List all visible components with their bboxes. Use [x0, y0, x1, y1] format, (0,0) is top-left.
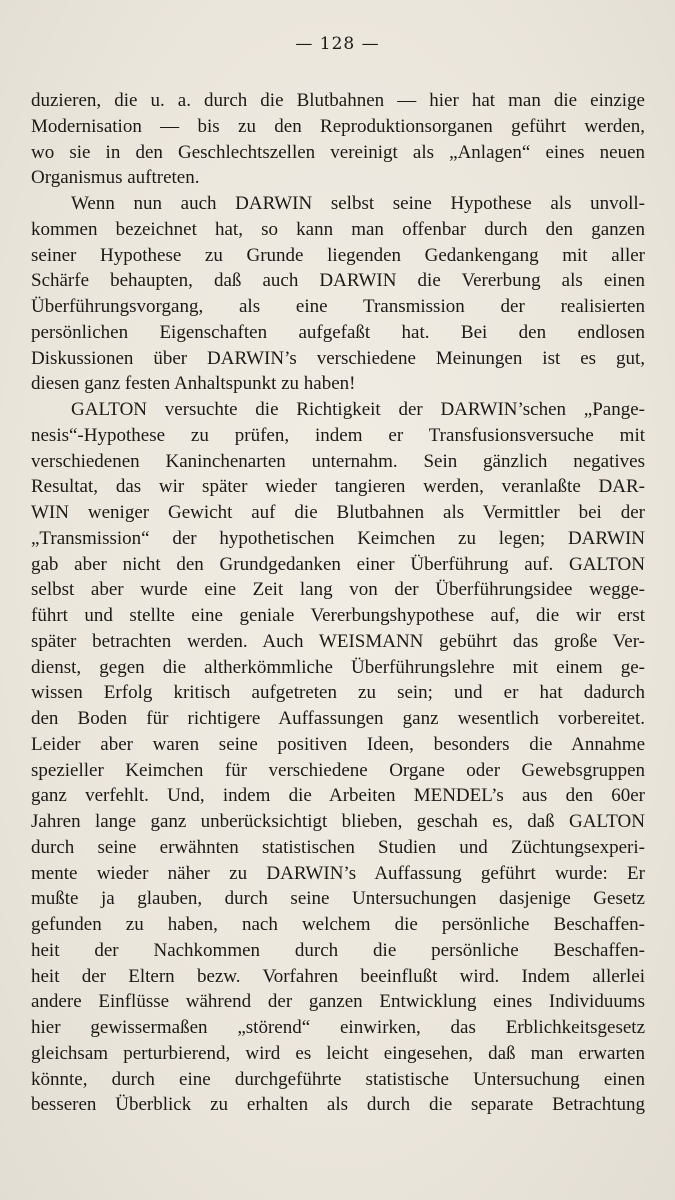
text-line: „Transmission“ der hypothetischen Keimchen zu legen; DARWIN [31, 527, 645, 549]
text-line: ganz verfehlt. Und, indem die Arbeiten MENDEL’s aus den 60er [31, 785, 645, 807]
text-line: duzieren, die u. a. durch die Blutbahnen — hier hat man die einzige [31, 90, 645, 111]
text-line: Jahren lange ganz unberücksichtigt blieben, geschah es, daß GALTON [31, 811, 645, 832]
text-line: durch seine erwähnten statistischen Studien und Züchtungsexperi- [31, 836, 645, 858]
text-line: seiner Hypothese zu Grunde liegenden Gedankengang mit aller [31, 244, 645, 266]
text-line: wo sie in den Geschlechtszellen vereinigt als „Anlagen“ eines neuen [31, 141, 645, 163]
body-text [31, 88, 645, 1118]
text-line: GALTON versuchte die Richtigkeit der DARWIN’schen „Pange- [71, 399, 645, 420]
text-line: kommen bezeichnet hat, so kann man offenbar durch den ganzen [31, 218, 645, 240]
text-line: wissen Erfolg kritisch aufgetreten zu sein; und er hat dadurch [31, 682, 645, 704]
text-line: diesen ganz festen Anhaltspunkt zu haben! [31, 373, 356, 395]
text-line: Überführungsvorgang, als eine Transmission der realisierten [31, 296, 645, 317]
page-number: — 128 — [295, 34, 380, 54]
text-line: gefunden zu haben, nach welchem die persönliche Beschaffen- [31, 914, 645, 935]
text-line: persönlichen Eigenschaften aufgefaßt hat. Bei den endlosen [31, 321, 645, 343]
text-line: Organismus auftreten. [31, 167, 200, 189]
text-line: selbst aber wurde eine Zeit lang von der Überführungsidee wegge- [31, 579, 645, 601]
text-line: Schärfe behaupten, daß auch DARWIN die Vererbung als einen [31, 270, 645, 292]
text-line: führt und stellte eine geniale Vererbungshypothese auf, die wir erst [31, 605, 645, 626]
text-line: Diskussionen über DARWIN’s verschiedene Meinungen ist es gut, [31, 347, 645, 369]
text-line: dienst, gegen die altherkömmliche Überführungslehre mit einem ge- [31, 656, 645, 678]
text-line: Modernisation — bis zu den Reproduktionsorganen geführt werden, [31, 115, 645, 137]
text-line: nesis“-Hypothese zu prüfen, indem er Transfusionsversuche mit [31, 424, 645, 446]
text-line: Resultat, das wir später wieder tangieren werden, veranlaßte DAR- [31, 476, 645, 498]
text-line: andere Einflüsse während der ganzen Entwicklung eines Individuums [31, 991, 645, 1013]
text-line: könnte, durch eine durchgeführte statistische Untersuchung einen [31, 1068, 645, 1090]
text-line: mente wieder näher zu DARWIN’s Auffassung geführt wurde: Er [31, 862, 645, 884]
text-line: später betrachten werden. Auch WEISMANN gebührt das große Ver- [31, 630, 645, 652]
text-line: mußte ja glauben, durch seine Untersuchungen dasjenige Gesetz [31, 888, 645, 910]
text-line: hier gewissermaßen „störend“ einwirken, das Erblichkeitsgesetz [31, 1017, 645, 1038]
text-line: Leider aber waren seine positiven Ideen, besonders die Annahme [31, 733, 645, 755]
text-line: Wenn nun auch DARWIN selbst seine Hypothese als unvoll- [71, 193, 645, 214]
text-line: gab aber nicht den Grundgedanken einer Überführung auf. GALTON [31, 553, 645, 575]
text-line: heit der Eltern bezw. Vorfahren beeinflußt wird. Indem allerlei [31, 965, 645, 987]
text-line: WIN weniger Gewicht auf die Blutbahnen als Vermittler bei der [31, 502, 645, 523]
text-line: verschiedenen Kaninchenarten unternahm. Sein gänzlich negatives [31, 450, 645, 472]
text-line: besseren Überblick zu erhalten als durch die separate Betrachtung [31, 1094, 645, 1116]
text-line: heit der Nachkommen durch die persönliche Beschaffen- [31, 939, 645, 961]
text-line: gleichsam perturbierend, wird es leicht eingesehen, daß man erwarten [31, 1042, 645, 1064]
text-line: den Boden für richtigere Auffassungen ganz wesentlich vorbereitet. [31, 708, 645, 729]
text-line: spezieller Keimchen für verschiedene Organe oder Gewebsgruppen [31, 759, 645, 781]
